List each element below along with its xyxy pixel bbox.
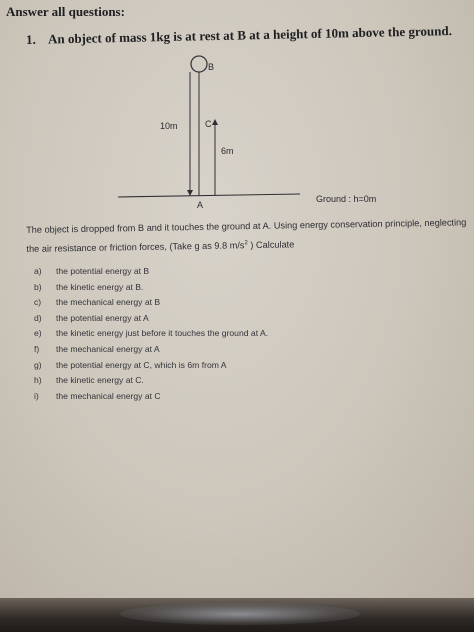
question-list (28, 266, 268, 406)
list-item (28, 391, 268, 407)
item-letter: g) (34, 359, 42, 370)
item-text: the potential energy at A (56, 312, 149, 323)
label-b: B (208, 62, 215, 72)
item-letter: e) (34, 328, 42, 339)
paragraph-text: The object is dropped from B and it touches the ground at A. Using energy conservation principle, neglecting the air resistance or friction forces, (Take g as 9.8 m/s (26, 217, 467, 255)
item-letter: a) (34, 266, 42, 276)
paragraph-tail: ) Calculate (247, 239, 295, 251)
item-text: the mechanical energy at C (56, 390, 161, 401)
item-text: the kinetic energy at C. (56, 375, 144, 386)
question-number: 1. (25, 31, 36, 47)
item-text: the mechanical energy at B (56, 297, 161, 308)
item-text: the mechanical energy at A (56, 343, 160, 354)
height-b-label: 10m (160, 121, 178, 131)
list-item (28, 282, 268, 298)
ground-label: Ground : h=0m (316, 194, 377, 204)
item-letter: b) (34, 281, 42, 292)
item-text: the kinetic energy at B. (56, 281, 144, 292)
label-a: A (197, 200, 204, 210)
list-item (28, 344, 268, 360)
item-letter: i) (34, 390, 39, 401)
item-text: the kinetic energy just before it touches the ground at A. (56, 328, 269, 339)
list-item (28, 375, 268, 391)
energy-diagram (0, 50, 474, 210)
label-c: C (205, 119, 212, 129)
item-text: the potential energy at B (56, 266, 150, 276)
height-c-label: 6m (221, 146, 234, 156)
light-reflection (120, 603, 360, 625)
item-letter: d) (34, 312, 42, 323)
item-letter: f) (34, 343, 40, 354)
height-c-arrow-head (212, 119, 218, 125)
list-item (28, 360, 268, 376)
list-item (28, 313, 268, 329)
ground-line (118, 194, 300, 197)
page-heading: Answer all questions: (6, 4, 125, 19)
item-text: the potential energy at C, which is 6m from A (56, 359, 227, 370)
list-item (28, 297, 268, 313)
item-letter: c) (34, 297, 42, 308)
height-b-arrow-head (187, 190, 193, 196)
paragraph-exponent: 2 (244, 240, 248, 247)
item-letter: h) (34, 375, 42, 386)
list-item (28, 266, 268, 282)
question-text: An object of mass 1kg is at rest at B at a height of 10m above the ground. (47, 23, 453, 47)
list-item (28, 328, 268, 344)
ball-at-b (191, 56, 207, 72)
